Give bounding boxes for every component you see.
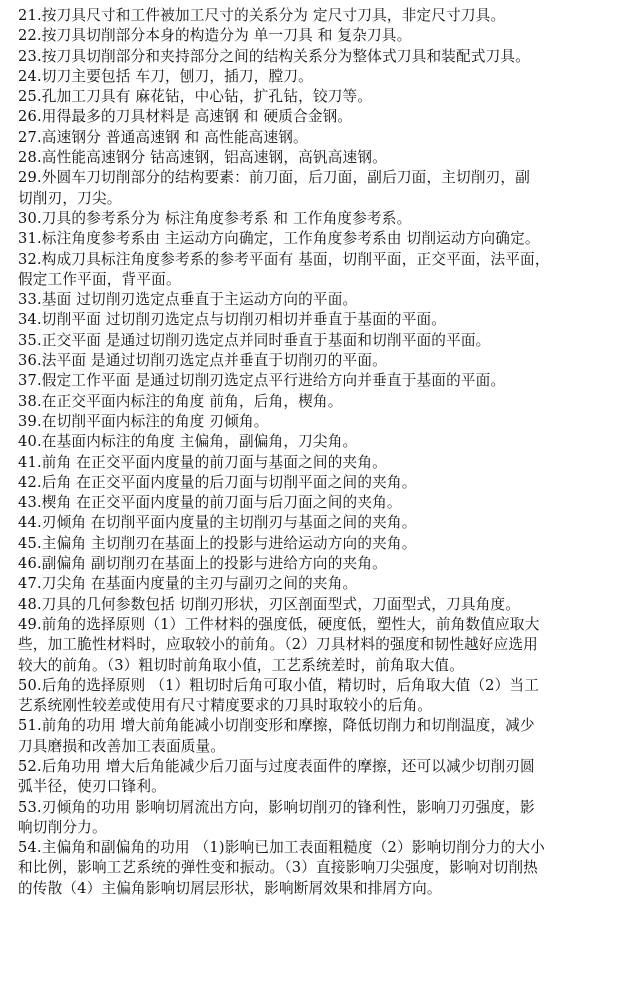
- text-line: 41.前角 在正交平面内度量的前刀面与基面之间的夹角。: [18, 453, 387, 471]
- text-line: 45.主偏角 主切削刃在基面上的投影与进给运动方向的夹角。: [18, 534, 417, 552]
- text-line: 43.楔角 在正交平面内度量的前刀面与后刀面之间的夹角。: [18, 494, 402, 512]
- text-line: 37.假定工作平面 是通过切削刃选定点平行进给方向并垂直于基面的平面。: [18, 372, 506, 390]
- text-line: 49.前角的选择原则（1）工件材料的强度低，硬度低，塑性大，前角数值应取大: [18, 615, 540, 633]
- text-line: 21.按刀具尺寸和工件被加工尺寸的关系分为 定尺寸刀具，非定尺寸刀具。: [18, 7, 506, 24]
- text-line: 25.孔加工刀具有 麻花钻，中心钻，扩孔钻，铰刀等。: [18, 88, 373, 106]
- text-line: 刀具磨损和改善加工表面质量。: [18, 737, 226, 755]
- text-line: 的传散（4）主偏角影响切屑层形状，影响断屑效果和排屑方向。: [18, 879, 442, 897]
- text-line: 52.后角功用 增大后角能减少后刀面与过度表面件的摩擦，还可以减少切削刃圆: [18, 757, 535, 775]
- text-line: 36.法平面 是通过切削刃选定点并垂直于切削刃的平面。: [18, 352, 387, 370]
- text-line: 28.高性能高速钢分 钴高速钢，铝高速钢，高钒高速钢。: [18, 149, 387, 167]
- text-line: 40.在基面内标注的角度 主偏角，副偏角，刀尖角。: [18, 433, 358, 451]
- text-line: 48.刀具的几何参数包括 切削刃形状，刃区剖面型式，刀面型式，刀具角度。: [18, 595, 521, 613]
- text-line: 和比例，影响工艺系统的弹性变和振动。（3）直接影响刀尖强度，影响对切削热: [18, 859, 538, 877]
- text-line: 33.基面 过切削刃选定点垂直于主运动方向的平面。: [18, 291, 358, 309]
- text-line: 较大的前角。（3）粗切时前角取小值，工艺系统差时，前角取大值。: [18, 656, 465, 674]
- text-line: 53.刃倾角的功用 影响切屑流出方向，影响切削刃的锋利性，影响刀刃强度，影: [18, 798, 535, 816]
- text-line: 31.标注角度参考系由 主运动方向确定，工作角度参考系由 切削运动方向确定。: [18, 230, 540, 248]
- text-line: 35.正交平面 是通过切削刃选定点并同时垂直于基面和切削平面的平面。: [18, 331, 491, 349]
- text-line: 34.切削平面 过切削刃选定点与切削刃相切并垂直于基面的平面。: [18, 311, 447, 329]
- text-line: 47.刀尖角 在基面内度量的主刃与副刃之间的夹角。: [18, 575, 358, 593]
- text-line: 50.后角的选择原则 （1）粗切时后角可取小值，精切时，后角取大值（2）当工: [18, 676, 540, 694]
- text-line: 24.切刀主要包括 车刀，刨刀，插刀，膛刀。: [18, 67, 313, 85]
- text-line: 22.按刀具切削部分本身的构造分为 单一刀具 和 复杂刀具。: [18, 27, 412, 45]
- text-line: 23.按刀具切削部分和夹持部分之间的结构关系分为整体式刀具和装配式刀具。: [18, 47, 531, 65]
- text-line: 29.外圆车刀切削部分的结构要素：前刀面，后刀面，副后刀面，主切削刃，副: [18, 169, 531, 187]
- text-line: 30.刀具的参考系分为 标注角度参考系 和 工作角度参考系。: [18, 209, 412, 227]
- text-line: 艺系统刚性较差或使用有尺寸精度要求的刀具时取较小的后角。: [18, 697, 433, 715]
- text-line: 弧半径，使刃口锋利。: [18, 778, 166, 796]
- text-line: 46.副偏角 副切削刃在基面上的投影与进给方向的夹角。: [18, 555, 387, 573]
- text-line: 些，加工脆性材料时，应取较小的前角。（2）刀具材料的强度和韧性越好应选用: [18, 636, 538, 654]
- text-line: 42.后角 在正交平面内度量的后刀面与切削平面之间的夹角。: [18, 473, 417, 491]
- text-line: 39.在切削平面内标注的角度 刃倾角。: [18, 412, 269, 430]
- text-line: 响切削分力。: [18, 818, 107, 836]
- text-line: 32.构成刀具标注角度参考系的参考平面有 基面，切削平面，正交平面，法平面，: [18, 250, 550, 268]
- text-line: 54.主偏角和副偏角的功用 （1)影响已加工表面粗糙度（2）影响切削分力的大小: [18, 839, 545, 857]
- text-line: 44.刃倾角 在切削平面内度量的主切削刃与基面之间的夹角。: [18, 514, 417, 532]
- text-line: 51.前角的功用 增大前角能减小切削变形和摩擦，降低切削力和切削温度，减少: [18, 717, 535, 735]
- text-line: 切削刃，刀尖。: [18, 189, 122, 207]
- text-line: 27.高速钢分 普通高速钢 和 高性能高速钢。: [18, 128, 308, 146]
- text-line: 假定工作平面，背平面。: [18, 270, 181, 288]
- text-line: 38.在正交平面内标注的角度 前角，后角，楔角。: [18, 392, 343, 410]
- text-line: 26.用得最多的刀具材料是 高速钢 和 硬质合金钢。: [18, 108, 353, 126]
